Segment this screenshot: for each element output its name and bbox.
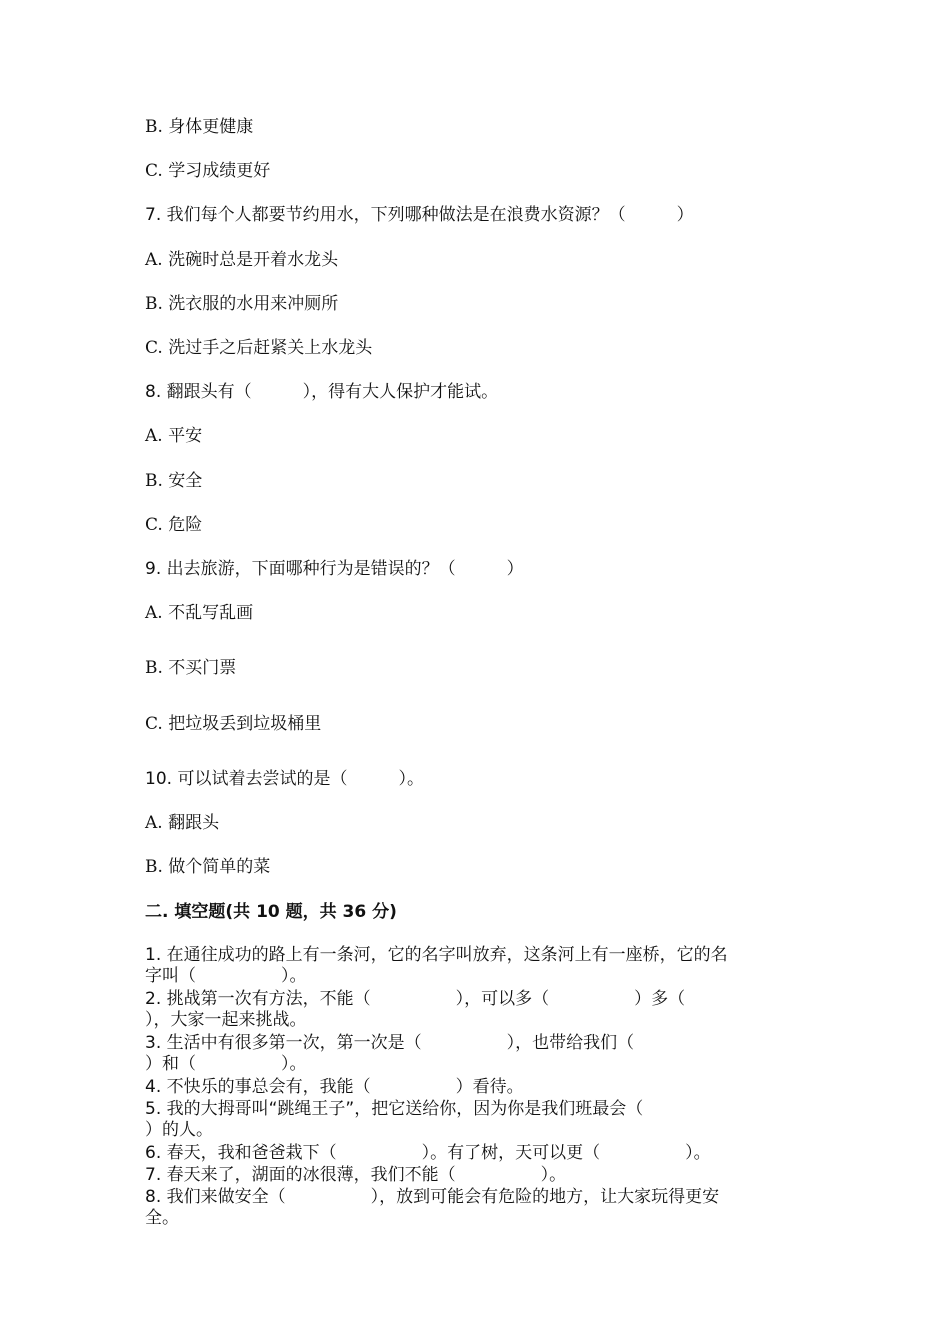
q8-option-c: C. 危险 <box>145 515 203 535</box>
fill-8-line-1: 8. 我们来做安全（ ），放到可能会有危险的地方，让大家玩得更安 <box>145 1187 720 1207</box>
q9-option-b: B. 不买门票 <box>145 658 237 678</box>
fill-2-line-2: ），大家一起来挑战。 <box>145 1010 307 1030</box>
fill-3-line-2: ）和（ ）。 <box>145 1054 307 1074</box>
q6-option-b: B. 身体更健康 <box>145 117 254 137</box>
q9-option-a: A. 不乱写乱画 <box>145 603 254 623</box>
q9-option-c: C. 把垃圾丢到垃圾桶里 <box>145 714 322 734</box>
question-7: 7. 我们每个人都要节约用水，下列哪种做法是在浪费水资源？（ ） <box>145 205 694 225</box>
q10-option-a: A. 翻跟头 <box>145 813 220 833</box>
fill-6: 6. 春天，我和爸爸栽下（ ）。有了树，天可以更（ ）。 <box>145 1143 711 1163</box>
q8-option-a: A. 平安 <box>145 426 203 446</box>
question-9: 9. 出去旅游，下面哪种行为是错误的？（ ） <box>145 559 524 579</box>
fill-1-line-1: 1. 在通往成功的路上有一条河，它的名字叫放弃，这条河上有一座桥，它的名 <box>145 945 728 965</box>
fill-3-line-1: 3. 生活中有很多第一次，第一次是（ ），也带给我们（ <box>145 1033 635 1053</box>
fill-5-line-1: 5. 我的大拇哥叫“跳绳王子”，把它送给你，因为你是我们班最会（ <box>145 1099 644 1119</box>
fill-7: 7. 春天来了，湖面的冰很薄，我们不能（ ）。 <box>145 1165 567 1185</box>
fill-2-line-1: 2. 挑战第一次有方法，不能（ ），可以多（ ）多（ <box>145 989 686 1009</box>
question-10: 10. 可以试着去尝试的是（ ）。 <box>145 769 424 789</box>
q7-option-b: B. 洗衣服的水用来冲厕所 <box>145 294 339 314</box>
question-8: 8. 翻跟头有（ ），得有大人保护才能试。 <box>145 382 499 402</box>
q7-option-a: A. 洗碗时总是开着水龙头 <box>145 250 339 270</box>
q7-option-c: C. 洗过手之后赶紧关上水龙头 <box>145 338 373 358</box>
section-heading: 二. 填空题(共 10 题，共 36 分) <box>145 902 397 922</box>
fill-1-line-2: 字叫（ ）。 <box>145 966 307 986</box>
fill-8-line-2: 全。 <box>145 1208 179 1228</box>
fill-4: 4. 不快乐的事总会有，我能（ ）看待。 <box>145 1077 524 1097</box>
q10-option-b: B. 做个简单的菜 <box>145 857 271 877</box>
q8-option-b: B. 安全 <box>145 471 203 491</box>
q6-option-c: C. 学习成绩更好 <box>145 161 271 181</box>
fill-5-line-2: ）的人。 <box>145 1120 213 1140</box>
